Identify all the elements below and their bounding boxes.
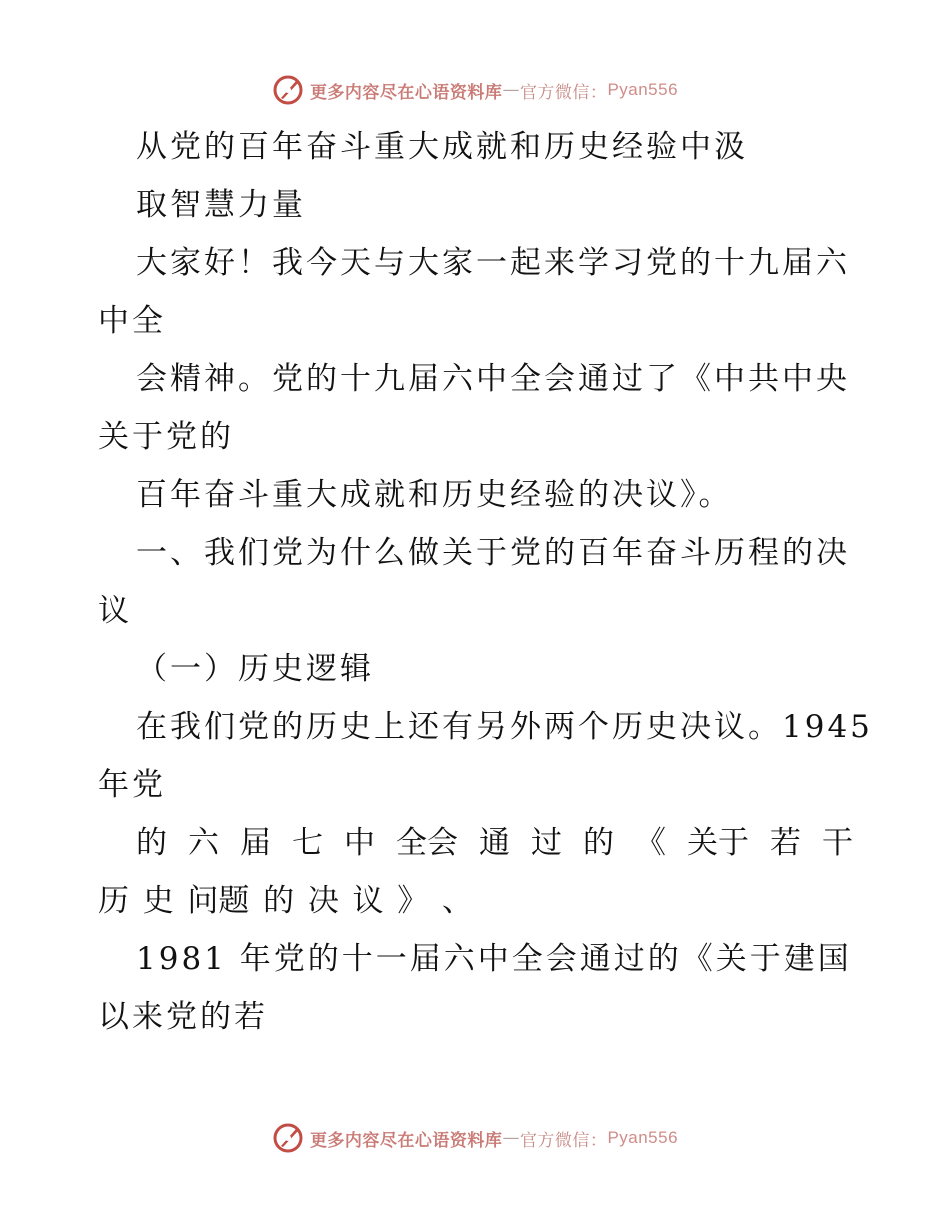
banner-separator: —: [502, 80, 520, 100]
paragraph-1-line-2: 中全: [98, 303, 166, 339]
heading-1-line-2: 议: [98, 593, 132, 629]
justified-word: 《: [635, 825, 666, 861]
justified-word: 历: [98, 883, 129, 919]
paragraph-2-line-1: 会精神。党的十九届六中全会通过了《中共中央: [136, 361, 850, 397]
quill-pen-circle-icon: [272, 74, 304, 106]
quill-pen-circle-icon: [272, 1122, 304, 1154]
paragraph-4-line-1: 在我们党的历史上还有另外两个历史决议。1945: [136, 709, 873, 745]
justified-word: 的: [263, 883, 295, 919]
justified-word: 干: [822, 825, 853, 861]
justified-word: 若: [770, 825, 801, 861]
justified-word: 中: [344, 825, 375, 861]
justified-word: 议: [352, 883, 384, 919]
justified-word: 七: [292, 825, 323, 861]
justified-word: 的: [136, 825, 167, 861]
banner-official-label: 官方微信：: [519, 1130, 608, 1151]
paragraph-6-line-1: 1981 年党的十一届六中全会通过的《关于建国: [136, 941, 852, 977]
banner-brand: 更多内容尽在心语资料库: [309, 1130, 503, 1151]
title-line-2: 取智慧力量: [136, 187, 306, 223]
paragraph-2-line-2: 关于党的: [98, 419, 234, 455]
paragraph-5-line-1: [98, 814, 853, 872]
justified-word: 的: [583, 825, 614, 861]
justified-word: 通: [479, 825, 510, 861]
justified-word: 届: [240, 825, 271, 861]
justified-word: 史: [142, 883, 174, 919]
banner-official-label: 官方微信：: [519, 82, 608, 103]
document-body: [98, 118, 873, 1046]
justified-word: 、: [441, 883, 473, 919]
paragraph-6-line-2: 以来党的若: [98, 999, 268, 1035]
footer-banner: [0, 1118, 950, 1158]
banner-wechat-handle: Pyan556: [607, 80, 679, 99]
paragraph-3-line-1: 百年奋斗重大成就和历史经验的决议》。: [136, 477, 733, 513]
justified-word: 过: [531, 825, 562, 861]
justified-word: 》: [397, 883, 429, 919]
justified-word: 关于: [687, 825, 749, 861]
header-banner: [0, 70, 950, 110]
justified-word: 问题: [187, 883, 250, 919]
banner-wechat-handle: Pyan556: [607, 1128, 679, 1147]
justified-word: 六: [188, 825, 219, 861]
paragraph-4-line-2: 年党: [98, 767, 166, 803]
heading-1-line-1: 一、我们党为什么做关于党的百年奋斗历程的决: [136, 535, 850, 571]
heading-2: （一）历史逻辑: [136, 651, 374, 687]
banner-separator: —: [502, 1128, 520, 1148]
paragraph-1-line-1: 大家好！我今天与大家一起来学习党的十九届六: [136, 245, 850, 281]
title-line-1: 从党的百年奋斗重大成就和历史经验中汲: [136, 129, 748, 165]
banner-brand: 更多内容尽在心语资料库: [309, 82, 503, 103]
paragraph-5-line-2: [98, 872, 473, 930]
justified-word: 全会: [396, 825, 458, 861]
justified-word: 决: [307, 883, 339, 919]
